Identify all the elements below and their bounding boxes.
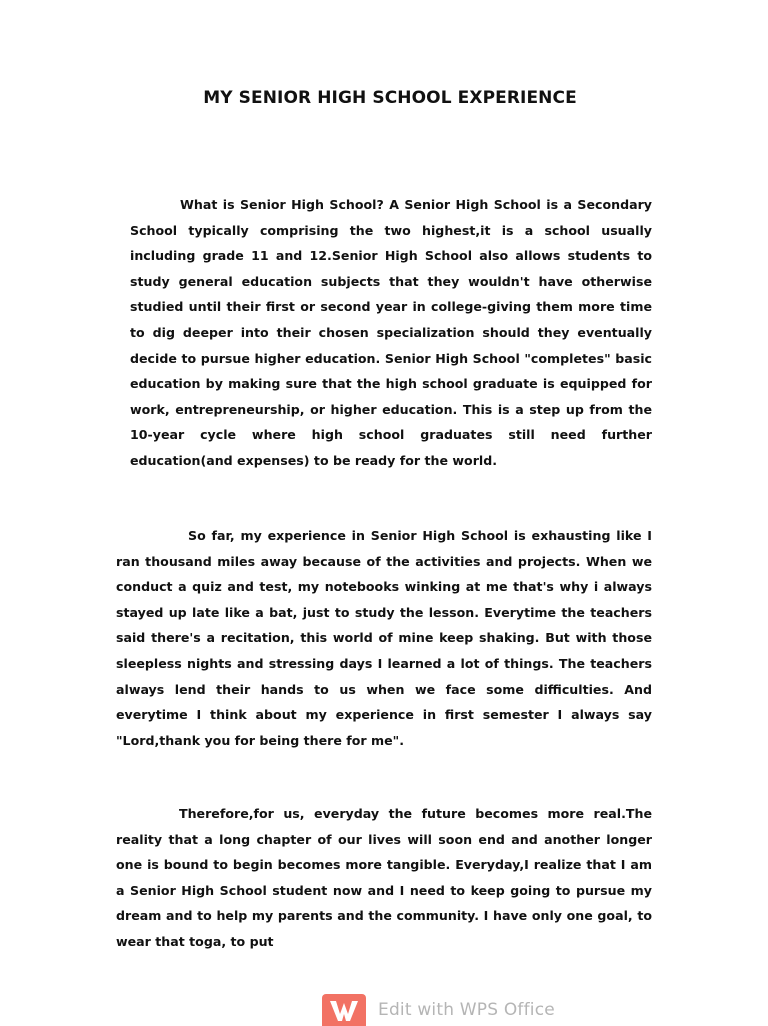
paragraph-future: Therefore,for us, everyday the future becomes more real.The reality that a long chapter of our lives will soon end and another longer one is bound to begin becomes more tangible. Everyday,I realize that I am a Senior High School student now and I need to keep going to pursue my dream and to help my parents and the community. I have only one goal, to wear that toga, to put	[116, 806, 652, 949]
wps-office-logo-icon	[322, 994, 366, 1026]
document-title: MY SENIOR HIGH SCHOOL EXPERIENCE	[203, 88, 577, 108]
wps-watermark[interactable]	[322, 994, 555, 1026]
paragraph-experience: So far, my experience in Senior High School is exhausting like I ran thousand miles away because of the activities and projects. When we conduct a quiz and test, my notebooks winking at me that's why i always stayed up late like a bat, just to study the lesson. Everytime the teachers said there's a recitation, this world of mine keep shaking. But with those sleepless nights and stressing days I learned a lot of things. The teachers always lend their hands to us when we face some difficulties. And everytime I think about my experience in first semester I always say "Lord,thank you for being there for me".	[116, 528, 652, 748]
wps-watermark-text: Edit with WPS Office	[378, 1000, 555, 1020]
paragraph-intro: What is Senior High School? A Senior High School is a Secondary School typically comprising the two highest,it is a school usually including grade 11 and 12.Senior High School also allows students to study general education subjects that they wouldn't have otherwise studied until their first or second year in college-giving them more time to dig deeper into their chosen specialization should they eventually decide to pursue higher education. Senior High School "completes" basic education by making sure that the high school graduate is equipped for work, entrepreneurship, or higher education. This is a step up from the 10-year cycle where high school graduates still need further education(and expenses) to be ready for the world.	[130, 197, 652, 468]
